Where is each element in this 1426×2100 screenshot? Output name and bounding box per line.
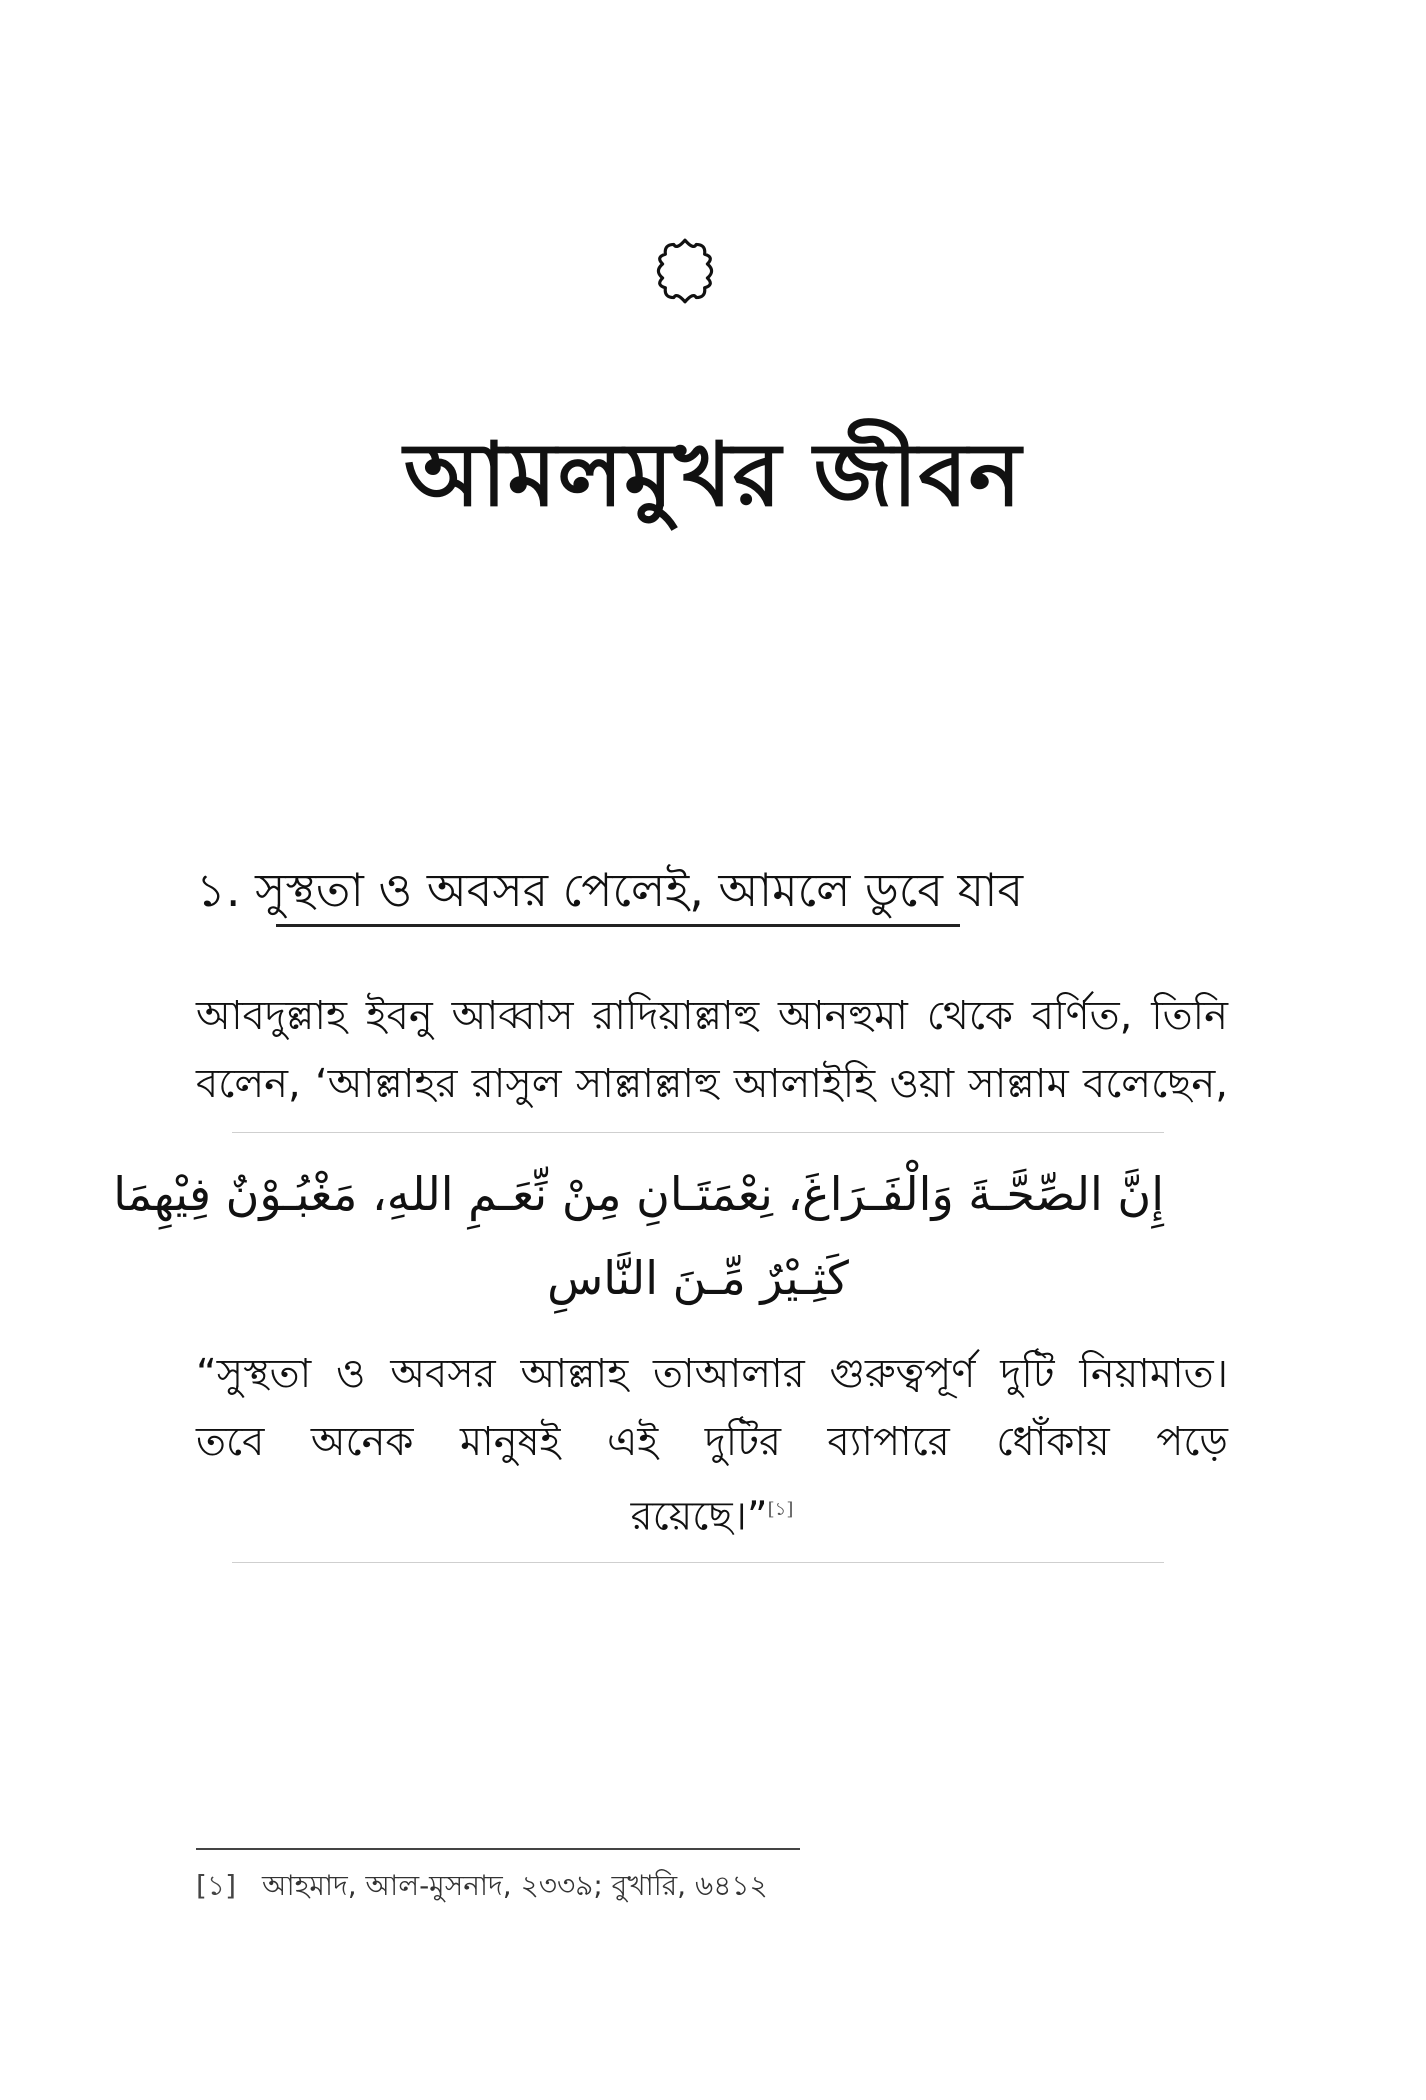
narration-paragraph bbox=[196, 982, 1228, 1118]
hadith-translation bbox=[196, 1340, 1228, 1550]
narration-line: আবদুল্লাহ ইবনু আব্বাস রাদিয়াল্লাহু আনহুমা থেকে বর্ণিত, তিনি bbox=[196, 993, 1228, 1039]
hadith-bottom-divider bbox=[232, 1562, 1164, 1563]
hadith-top-divider bbox=[232, 1132, 1164, 1133]
section-heading: ১. সুস্থতা ও অবসর পেলেই, আমলে ডুবে যাব bbox=[196, 863, 1024, 917]
translation-line-last bbox=[196, 1476, 1228, 1550]
footnote-reference[interactable]: [১] bbox=[767, 1499, 794, 1520]
hadith-arabic-text bbox=[113, 1152, 1164, 1320]
arabic-line: إِنَّ الصِّحَّـةَ وَالْفَـرَاغَ، نِعْمَتَـانِ مِنْ نِّعَـمِ اللهِ، مَغْبُـوْنٌ فِيْهِمَا bbox=[113, 1167, 1164, 1221]
arabic-line: كَثِـيْرٌ مِّـنَ النَّاسِ bbox=[547, 1251, 849, 1305]
footnote-separator bbox=[196, 1848, 800, 1850]
footnote bbox=[196, 1866, 1096, 1906]
translation-line: “সুস্থতা ও অবসর আল্লাহ তাআলার গুরুত্বপূর্ণ দুটি নিয়ামাত। bbox=[196, 1351, 1228, 1397]
chapter-title: আমলমুখর জীবন bbox=[403, 423, 1023, 526]
footnote-marker: [১] bbox=[196, 1869, 237, 1902]
translation-line: তবে অনেক মানুষই এই দুটির ব্যাপারে ধোঁকায় পড়ে bbox=[196, 1419, 1228, 1465]
translation-line: রয়েছে।” bbox=[630, 1493, 768, 1540]
flower-ornament-icon bbox=[650, 236, 720, 306]
footnote-text: আহমাদ, আল-মুসনাদ, ২৩৩৯; বুখারি, ৬৪১২ bbox=[262, 1869, 768, 1902]
narration-line: বলেন, ‘আল্লাহর রাসুল সাল্লাল্লাহু আলাইহি ওয়া সাল্লাম বলেছেন, bbox=[196, 1061, 1228, 1107]
section-heading-underline bbox=[276, 924, 960, 927]
